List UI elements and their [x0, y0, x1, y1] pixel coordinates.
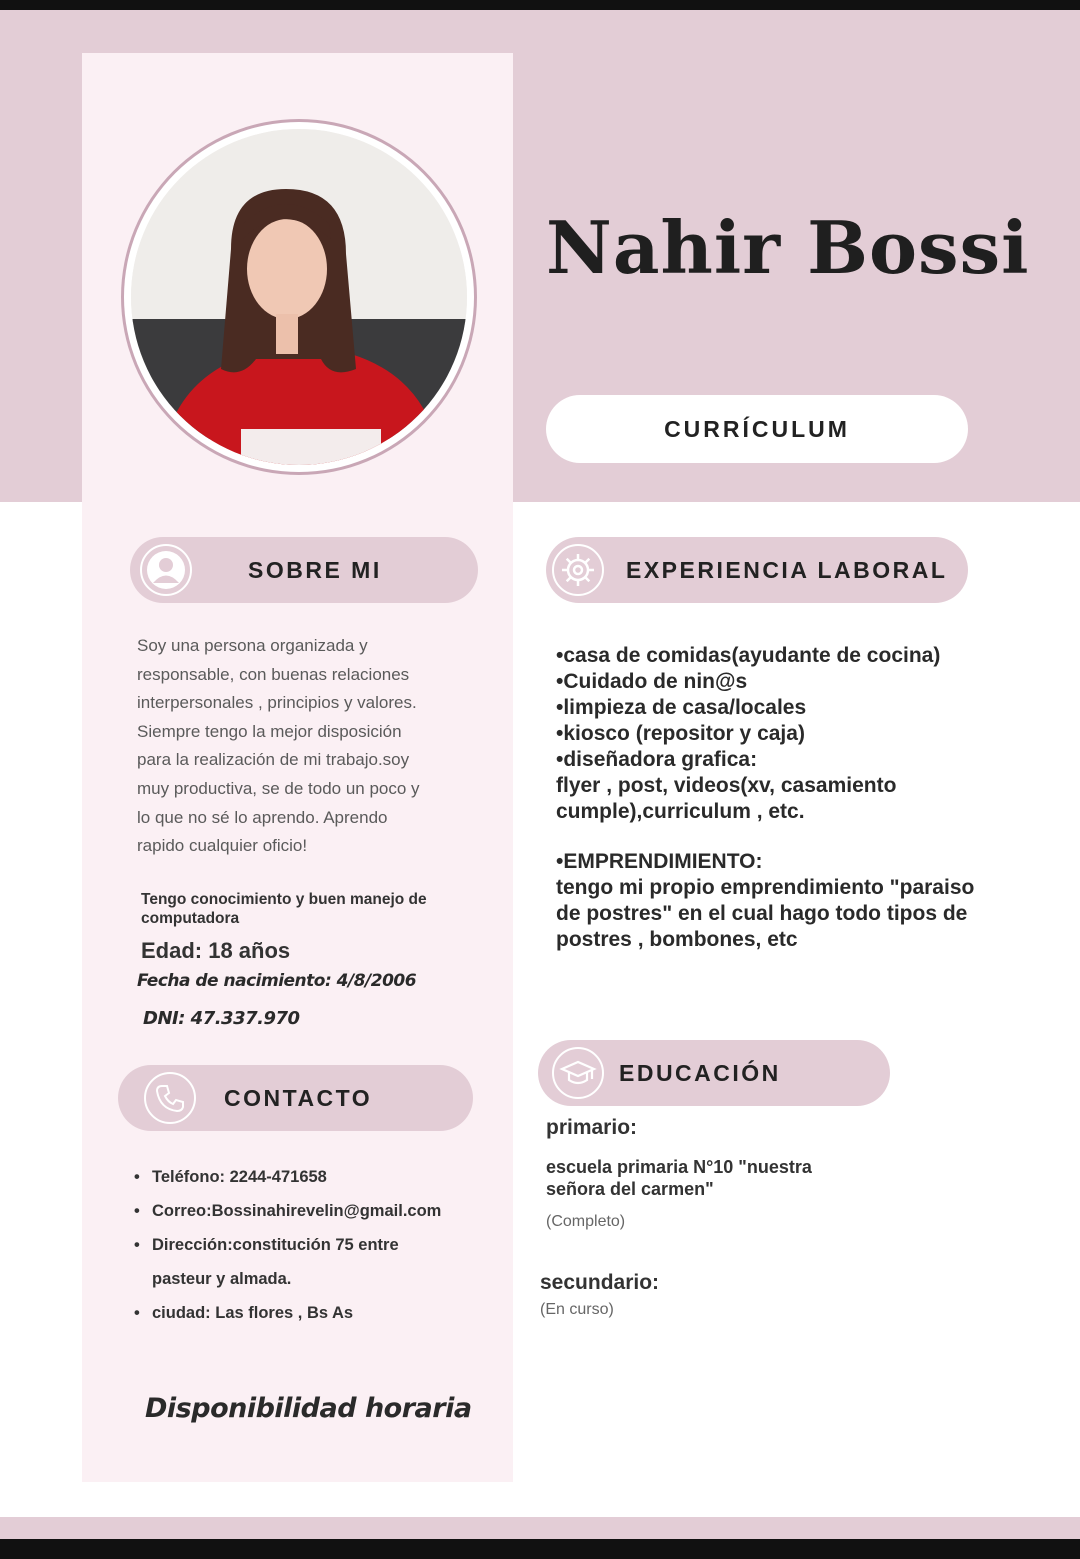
- experience-line: •limpieza de casa/locales: [556, 696, 807, 719]
- experience-line: flyer , post, videos(xv, casamiento: [556, 774, 897, 797]
- candidate-name: Nahir Bossi: [546, 205, 1030, 290]
- phone-icon: [144, 1072, 196, 1124]
- about-header: [130, 537, 478, 603]
- availability-label: Disponibilidad horaria: [145, 1393, 472, 1424]
- experience-list: [556, 643, 1036, 953]
- top-border: [0, 0, 1080, 10]
- about-title: SOBRE MI: [248, 557, 382, 583]
- contact-address: • Dirección:constitución 75 entre pasteur y almada.: [134, 1236, 399, 1288]
- contact-city: • ciudad: Las flores , Bs As: [134, 1304, 354, 1322]
- experience-line: •casa de comidas(ayudante de cocina): [556, 644, 941, 667]
- about-text: [137, 632, 477, 861]
- about-line: muy productiva, se de todo un poco y: [137, 778, 420, 798]
- venture-line: postres , bombones, etc: [556, 928, 798, 951]
- curriculum-badge: CURRÍCULUM: [546, 395, 968, 463]
- bottom-strip: [0, 1517, 1080, 1539]
- user-icon: [140, 544, 192, 596]
- profile-photo: [131, 129, 467, 465]
- experience-title: EXPERIENCIA LABORAL: [626, 557, 948, 583]
- computer-knowledge: Tengo conocimiento y buen manejo de computadora: [141, 891, 427, 927]
- education-title: EDUCACIÓN: [619, 1060, 781, 1086]
- about-line: responsable, con buenas relaciones: [137, 664, 410, 684]
- about-line: Siempre tengo la mejor disposición: [137, 721, 402, 741]
- experience-header: [546, 537, 968, 603]
- dni-number: DNI: 47.337.970: [143, 1008, 300, 1029]
- primary-level: primario:: [546, 1116, 638, 1139]
- experience-line: •diseñadora grafica:: [556, 748, 758, 771]
- experience-line: •kiosco (repositor y caja): [556, 722, 805, 745]
- about-line: rapido cualquier oficio!: [137, 836, 308, 856]
- gear-icon: [552, 544, 604, 596]
- primary-school: escuela primaria N°10 "nuestra señora del carmen": [546, 1157, 812, 1199]
- age: Edad: 18 años: [141, 938, 291, 963]
- about-line: interpersonales , principios y valores.: [137, 693, 417, 713]
- education-header: [538, 1040, 890, 1106]
- secondary-status: (En curso): [540, 1301, 614, 1318]
- venture-line: de postres" en el cual hago todo tipos de: [556, 902, 968, 925]
- about-line: para la realización de mi trabajo.soy: [137, 750, 410, 770]
- contact-header: [118, 1065, 473, 1131]
- contact-address-continued: pasteur y almada.: [152, 1270, 292, 1288]
- bottom-border: [0, 1539, 1080, 1559]
- experience-line: •Cuidado de nin@s: [556, 670, 748, 693]
- graduation-cap-icon: [552, 1047, 604, 1099]
- about-line: lo que no sé lo aprendo. Aprendo: [137, 807, 388, 827]
- primary-status: (Completo): [546, 1213, 626, 1230]
- birth-date: Fecha de nacimiento: 4/8/2006: [137, 971, 417, 991]
- about-line: Soy una persona organizada y: [137, 636, 368, 655]
- contact-email: • Correo:Bossinahirevelin@gmail.com: [134, 1202, 442, 1220]
- contact-title: CONTACTO: [224, 1085, 373, 1111]
- venture-line: tengo mi propio emprendimiento "paraiso: [556, 876, 975, 899]
- venture-title: •EMPRENDIMIENTO:: [556, 850, 763, 873]
- experience-line: cumple),curriculum , etc.: [556, 800, 805, 823]
- contact-phone: • Teléfono: 2244-471658: [134, 1168, 327, 1186]
- contact-list: [130, 1160, 490, 1330]
- secondary-level: secundario:: [540, 1271, 660, 1294]
